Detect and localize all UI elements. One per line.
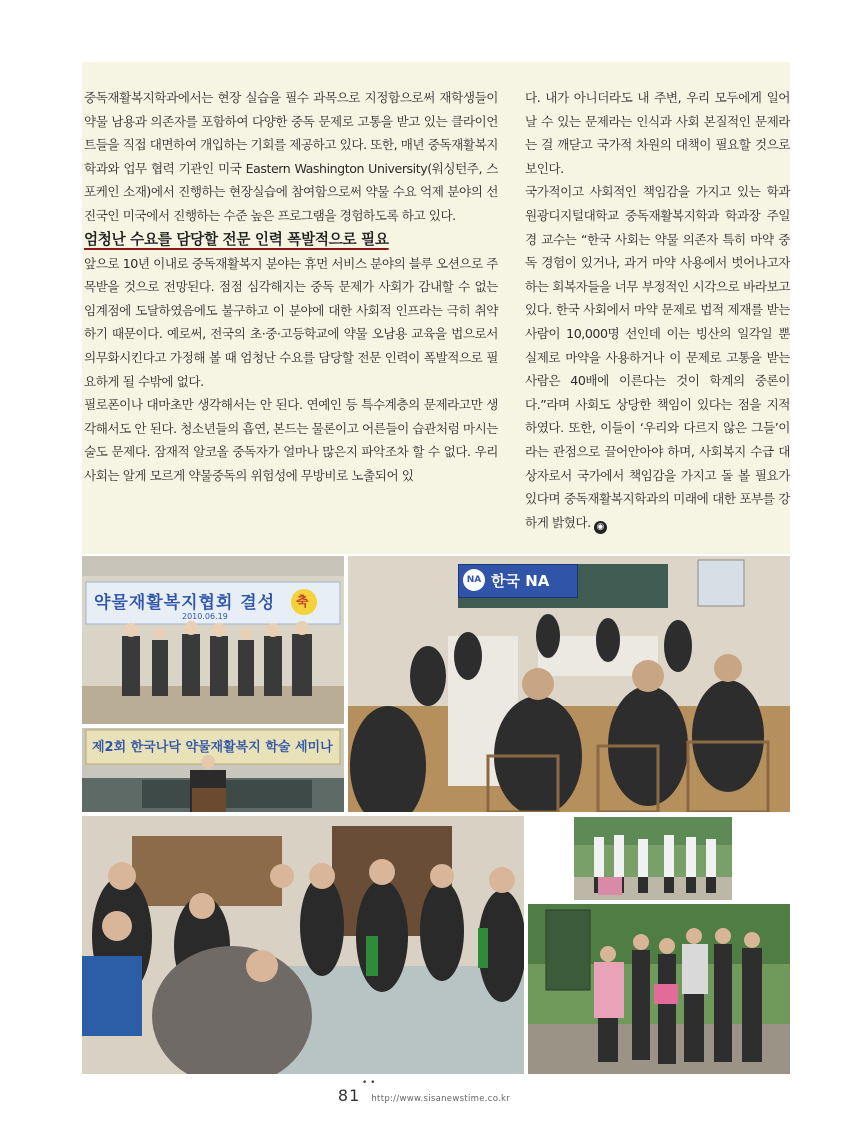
- banner-association-title: 약물재활복지협회 결성: [94, 593, 276, 613]
- photo-group-table: [82, 816, 524, 1074]
- banner-celebration-mark: 축: [296, 595, 309, 610]
- na-logo-icon: NA: [463, 569, 485, 591]
- article-paragraph-text: 국가적이고 사회적인 책임감을 가지고 있는 학과 원광디지털대학교 중독재활복지학과 학과장 주일경 교수는 “한국 사회는 약물 의존자 특히 마약 중독 경험이 있거나, 과거 마약 사용에서 벗어나고자 하는 회복자들을 너무 부정적인 시각으로 바라보고 있다. 한국 사회에서 마약 문제로 법적 제재를 받는 사람이 10,000명 선인데 이는 빙산의 일각일 뿐 실제로 마약을 사용하거나 이 문제로 고통을 받는 사람은 40배에 이른다는 것이 학계의 중론이다.”라며 사회도 상당한 책임이 있다는 점을 지적하였다. 또한, 이들이 ‘우리와 다르지 않은 그들’이라는 관점으로 끌어안아야 하며, 사회복지 수급 대상자로서 국가에서 책임감을 가지고 돌 볼 필요가 있다며 중독재활복지학과의 미래에 대한 포부를 강하게 밝혔다.: [525, 184, 790, 530]
- photo-seminar: [82, 728, 344, 812]
- photo-association-founding: [82, 556, 344, 724]
- article-paragraph: [525, 180, 790, 534]
- na-sign-text: 한국 NA: [491, 572, 550, 590]
- footer-url: http://www.sisanewstime.co.kr: [371, 1094, 511, 1104]
- banner-na-sign: [458, 564, 578, 598]
- article-subheading: 엄청난 수요를 담당할 전문 인력 폭발적으로 필요: [84, 230, 389, 248]
- photo-na-meeting: [348, 556, 790, 812]
- banner-seminar-title: 제2회 한국나닥 약물재활복지 학술 세미나: [92, 740, 333, 755]
- article-paragraph: 중독재활복지학과에서는 현장 실습을 필수 과목으로 지정함으로써 재학생들이 약물 남용과 의존자를 포함하여 다양한 중독 문제로 고통을 받고 있는 클라이언트들을 직접 대면하여 개입하는 기회를 제공하고 있다. 또한, 매년 중독재활복지학과와 업무 협력 기관인 미국 Eastern Washington University(워싱턴주, 스포케인 소재)에서 진행하는 현장실습에 참여함으로써 약물 수요 억제 분야의 선진국인 미국에서 진행하는 수준 높은 프로그램을 경험하도록 하고 있다.: [84, 90, 498, 223]
- photo-outdoor-group: [528, 904, 790, 1074]
- page-number-dots: • •: [362, 1078, 376, 1088]
- banner-association-date: 2010.06.19: [182, 612, 228, 621]
- article-right-column: [525, 86, 790, 534]
- article-paragraph: 다. 내가 아니더라도 내 주변, 우리 모두에게 일어날 수 있는 문제라는 인식과 사회 본질적인 문제라는 걸 깨닫고 국가적 차원의 대책이 필요할 것으로 보인다.: [525, 90, 790, 176]
- article-paragraph: 필로폰이나 대마초만 생각해서는 안 된다. 연예인 등 특수계층의 문제라고만 생각해서도 안 된다. 청소년들의 흡연, 본드는 물론이고 어른들이 습관처럼 마시는 술도 문제다. 잠재적 알코올 중독자가 얼마나 많은지 파악조차 할 수 없다. 우리 사회는 알게 모르게 약물중독의 위험성에 무방비로 노출되어 있: [84, 397, 498, 483]
- article-paragraph: 앞으로 10년 이내로 중독재활복지 분야는 휴먼 서비스 분야의 블루 오션으로 주목받을 것으로 전망된다. 점점 심각해지는 중독 문제가 사회가 감내할 수 없는 임계점에 도달하였음에도 불구하고 이 분야에 대한 사회적 인프라는 극히 취약하기 때문이다. 예로써, 전국의 초·중·고등학교에 약물 오남용 교육을 법으로서 의무화시킨다고 가정해 볼 때 엄청난 수요를 담당할 전문 인력이 폭발적으로 필요하게 될 수밖에 없다.: [84, 255, 498, 389]
- end-mark-icon: ◉: [594, 521, 607, 534]
- page-number: 81: [337, 1086, 361, 1105]
- page-footer: [0, 1078, 848, 1105]
- article-left-column: [84, 86, 498, 488]
- photo-outdoor-small: [574, 817, 732, 900]
